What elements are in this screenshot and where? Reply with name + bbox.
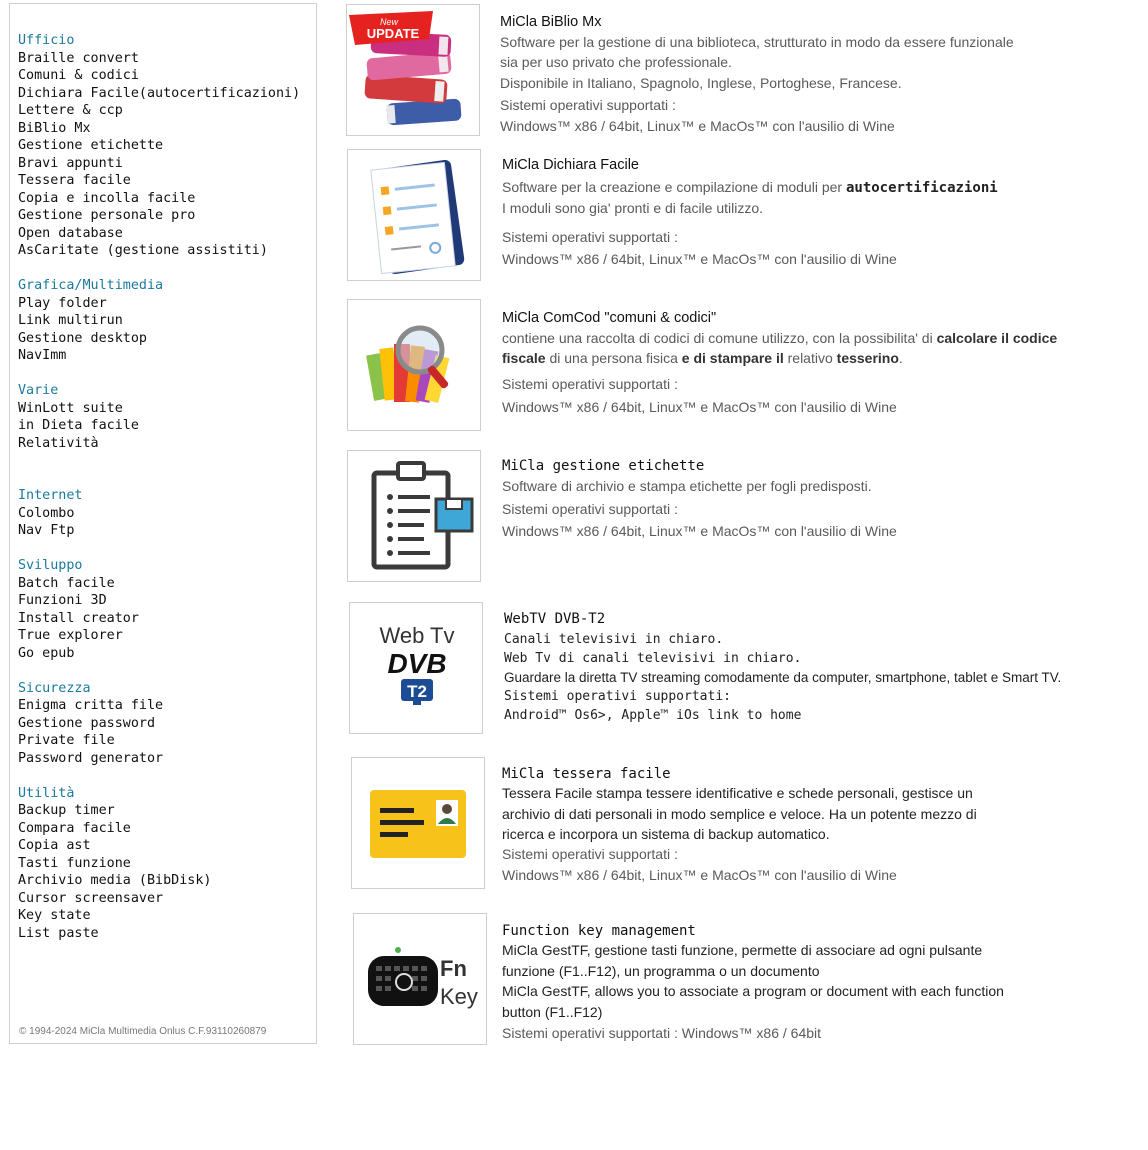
fnkey-desc-2: funzione (F1..F12), un programma o un documento <box>502 962 820 979</box>
sidebar-section-title: Varie <box>18 383 59 398</box>
comcod-thumbnail[interactable] <box>347 299 481 431</box>
webtv-os: Android™ Os6>, Apple™ iOs link to home <box>504 708 802 723</box>
comcod-desc-8: . <box>898 349 903 366</box>
fnkey-info <box>502 921 1004 1044</box>
tessera-info <box>502 764 977 886</box>
etichette-title[interactable]: MiCla gestione etichette <box>502 458 705 474</box>
sidebar-menu-item[interactable]: Link multirun <box>18 313 123 328</box>
sidebar-menu-item[interactable]: Nav Ftp <box>18 523 75 538</box>
clipboard-form-icon <box>348 150 481 281</box>
dichiara-title[interactable]: MiCla Dichiara Facile <box>502 157 639 173</box>
id-card-icon <box>352 758 485 889</box>
tessera-title[interactable]: MiCla tessera facile <box>502 766 671 782</box>
comcod-title[interactable]: MiCla ComCod "comuni & codici" <box>502 310 717 326</box>
biblio-desc-3: Disponibile in Italiano, Spagnolo, Inglese, Portoghese, Francese. <box>500 75 902 91</box>
webtv-logo-line2: DVB <box>387 648 447 679</box>
sidebar-menu-item[interactable]: Gestione desktop <box>18 330 147 346</box>
sidebar-menu-item[interactable]: Funzioni 3D <box>18 593 107 608</box>
sidebar-menu-item[interactable]: List paste <box>18 925 99 941</box>
sidebar-menu-item[interactable]: True explorer <box>18 628 123 643</box>
sidebar-menu <box>18 32 300 942</box>
books-icon <box>347 5 480 136</box>
biblio-os: Windows™ x86 / 64bit, Linux™ e MacOs™ con l'ausilio di Wine <box>500 118 895 134</box>
sidebar-menu-item[interactable]: Gestione password <box>18 715 156 731</box>
copyright: © 1994-2024 MiCla Multimedia Onlus C.F.93110260879 <box>19 1026 267 1037</box>
sidebar-menu-item[interactable]: Dichiara Facile(autocertificazioni) <box>18 85 301 101</box>
sidebar-menu-item[interactable]: in Dieta facile <box>18 418 139 433</box>
sidebar-menu-item[interactable]: Copia ast <box>18 838 91 853</box>
fnkey-logo-line1: Fn <box>440 956 467 981</box>
webtv-os-label: Sistemi operativi supportati: <box>504 689 731 704</box>
sidebar-menu-item[interactable]: Play folder <box>18 295 107 311</box>
etichette-desc-1: Software di archivio e stampa etichette per fogli predisposti. <box>502 478 872 494</box>
webtv-logo-line3: T2 <box>407 682 427 701</box>
dichiara-info <box>502 155 998 269</box>
etichette-info <box>502 456 897 542</box>
biblio-title[interactable]: MiCla BiBlio Mx <box>500 14 602 30</box>
fnkey-logo-line2: Key <box>440 984 478 1009</box>
tessera-desc-2: archivio di dati personali in modo semplice e veloce. Ha un potente mezzo di <box>502 805 977 822</box>
biblio-desc-1: Software per la gestione di una biblioteca, strutturato in modo da essere funzionale <box>500 34 1014 50</box>
dichiara-thumbnail[interactable] <box>347 149 481 281</box>
dichiara-os: Windows™ x86 / 64bit, Linux™ e MacOs™ con l'ausilio di Wine <box>502 250 897 267</box>
sidebar-menu-item[interactable]: Lettere & ccp <box>18 103 123 118</box>
sidebar-menu-item[interactable]: WinLott suite <box>18 400 123 416</box>
sidebar-menu-item[interactable]: Bravi appunti <box>18 155 123 171</box>
biblio-desc-2: sia per uso privato che professionale. <box>500 53 732 70</box>
comcod-desc-4: di una persona fisica <box>549 349 678 366</box>
sidebar-menu-item[interactable]: Gestione etichette <box>18 138 164 153</box>
sidebar-menu-item[interactable]: Comuni & codici <box>18 68 139 83</box>
sidebar-menu-item[interactable]: Tessera facile <box>18 173 131 188</box>
comcod-os: Windows™ x86 / 64bit, Linux™ e MacOs™ con l'ausilio di Wine <box>502 398 897 415</box>
comcod-desc-5: e di stampare il <box>681 349 784 366</box>
webtv-desc-3: Guardare la diretta TV streaming comodamente da computer, smartphone, tablet e Smart TV. <box>504 670 1062 685</box>
fn-key-keyboard-icon <box>354 914 487 1045</box>
tessera-os: Windows™ x86 / 64bit, Linux™ e MacOs™ con l'ausilio di Wine <box>502 867 897 883</box>
comcod-desc-3: fiscale <box>502 349 546 366</box>
sidebar-menu-item[interactable]: Batch facile <box>18 575 115 591</box>
biblio-thumbnail[interactable] <box>346 4 480 136</box>
sidebar-section-title: Ufficio <box>18 33 75 48</box>
etichette-os: Windows™ x86 / 64bit, Linux™ e MacOs™ con l'ausilio di Wine <box>502 523 897 539</box>
biblio-os-label: Sistemi operativi supportati : <box>500 96 676 113</box>
sidebar-menu-item[interactable]: Copia e incolla facile <box>18 190 196 206</box>
fnkey-desc-3: MiCla GestTF, allows you to associate a program or document with each function <box>502 983 1004 999</box>
clipboard-list-icon <box>348 451 481 582</box>
sidebar-section-title: Sicurezza <box>18 680 91 696</box>
comcod-desc-2: calcolare il codice <box>936 330 1058 346</box>
biblio-info <box>500 12 1014 137</box>
sidebar-menu-item[interactable]: Go epub <box>18 645 75 661</box>
sidebar-section-title: Utilità <box>18 785 75 801</box>
sidebar-menu-item[interactable]: Colombo <box>18 505 75 521</box>
badge-update-text: UPDATE <box>366 26 420 41</box>
sidebar-section-title: Internet <box>18 488 83 503</box>
fnkey-desc-4: button (F1..F12) <box>502 1003 603 1020</box>
sidebar-menu-item[interactable]: Install creator <box>18 610 139 626</box>
badge-new-text: New <box>379 17 399 27</box>
sidebar-menu-item[interactable]: NavImm <box>18 348 67 363</box>
fnkey-desc-1: MiCla GestTF, gestione tasti funzione, permette di associare ad ogni pulsante <box>502 942 983 958</box>
sidebar-menu-item[interactable]: AsCaritate (gestione assistiti) <box>18 243 268 258</box>
sidebar-menu-item[interactable]: Compara facile <box>18 820 131 836</box>
sidebar-menu-item[interactable]: BiBlio Mx <box>18 120 91 136</box>
sidebar-menu-item[interactable]: Gestione personale pro <box>18 208 196 223</box>
sidebar-menu-item[interactable]: Key state <box>18 908 91 923</box>
folders-magnifier-icon <box>348 300 481 431</box>
comcod-desc-6: relativo <box>787 349 833 366</box>
sidebar-menu-item[interactable]: Password generator <box>18 750 164 766</box>
sidebar-menu-item[interactable]: Relatività <box>18 435 99 451</box>
etichette-thumbnail[interactable] <box>347 450 481 582</box>
sidebar-menu-item[interactable]: Backup timer <box>18 803 115 818</box>
sidebar-menu-item[interactable]: Archivio media (BibDisk) <box>18 873 212 888</box>
webtv-title[interactable]: WebTV DVB-T2 <box>504 611 606 627</box>
comcod-desc <box>502 329 1102 368</box>
comcod-desc-1: contiene una raccolta di codici di comune utilizzo, con la possibilita' di <box>502 330 933 346</box>
sidebar-menu-item[interactable]: Braille convert <box>18 50 139 66</box>
dichiara-os-label: Sistemi operativi supportati : <box>502 229 678 245</box>
dichiara-desc-1 <box>502 178 998 199</box>
dichiara-desc-1b: autocertificazioni <box>845 180 998 196</box>
dichiara-desc-1a: Software per la creazione e compilazione di moduli per <box>502 179 843 195</box>
comcod-os-label: Sistemi operativi supportati : <box>502 376 678 392</box>
sidebar-section-title: Sviluppo <box>18 558 83 573</box>
tessera-desc-1: Tessera Facile stampa tessere identificative e schede personali, gestisce un <box>502 785 973 801</box>
webtv-thumbnail[interactable] <box>349 602 483 734</box>
tessera-os-label: Sistemi operativi supportati : <box>502 845 678 862</box>
sidebar-menu-item[interactable]: Enigma critta file <box>18 698 164 713</box>
sidebar <box>9 3 317 1044</box>
webtv-desc-1: Canali televisivi in chiaro. <box>504 632 724 647</box>
sidebar-section-title: Grafica/Multimedia <box>18 278 164 293</box>
webtv-info <box>504 609 1061 725</box>
tessera-desc-3: ricerca e incorpora un sistema di backup automatico. <box>502 826 830 842</box>
fnkey-title[interactable]: Function key management <box>502 923 696 939</box>
sidebar-menu-item[interactable]: Private file <box>18 733 115 748</box>
fnkey-thumbnail[interactable] <box>353 913 487 1045</box>
fnkey-os: Sistemi operativi supportati : Windows™ x86 / 64bit <box>502 1025 822 1041</box>
dvb-t2-logo-icon <box>350 603 483 734</box>
webtv-logo-line1: Web Tv <box>379 623 455 648</box>
dichiara-desc-2: I moduli sono gia' pronti e di facile utilizzo. <box>502 199 764 216</box>
sidebar-menu-item[interactable]: Open database <box>18 225 123 241</box>
sidebar-menu-item[interactable]: Tasti funzione <box>18 855 131 871</box>
comcod-info <box>502 308 1102 417</box>
tessera-thumbnail[interactable] <box>351 757 485 889</box>
sidebar-menu-item[interactable]: Cursor screensaver <box>18 890 164 906</box>
comcod-desc-7: tesserino <box>836 349 899 366</box>
etichette-os-label: Sistemi operativi supportati : <box>502 500 678 517</box>
webtv-desc-2: Web Tv di canali televisivi in chiaro. <box>504 651 802 666</box>
